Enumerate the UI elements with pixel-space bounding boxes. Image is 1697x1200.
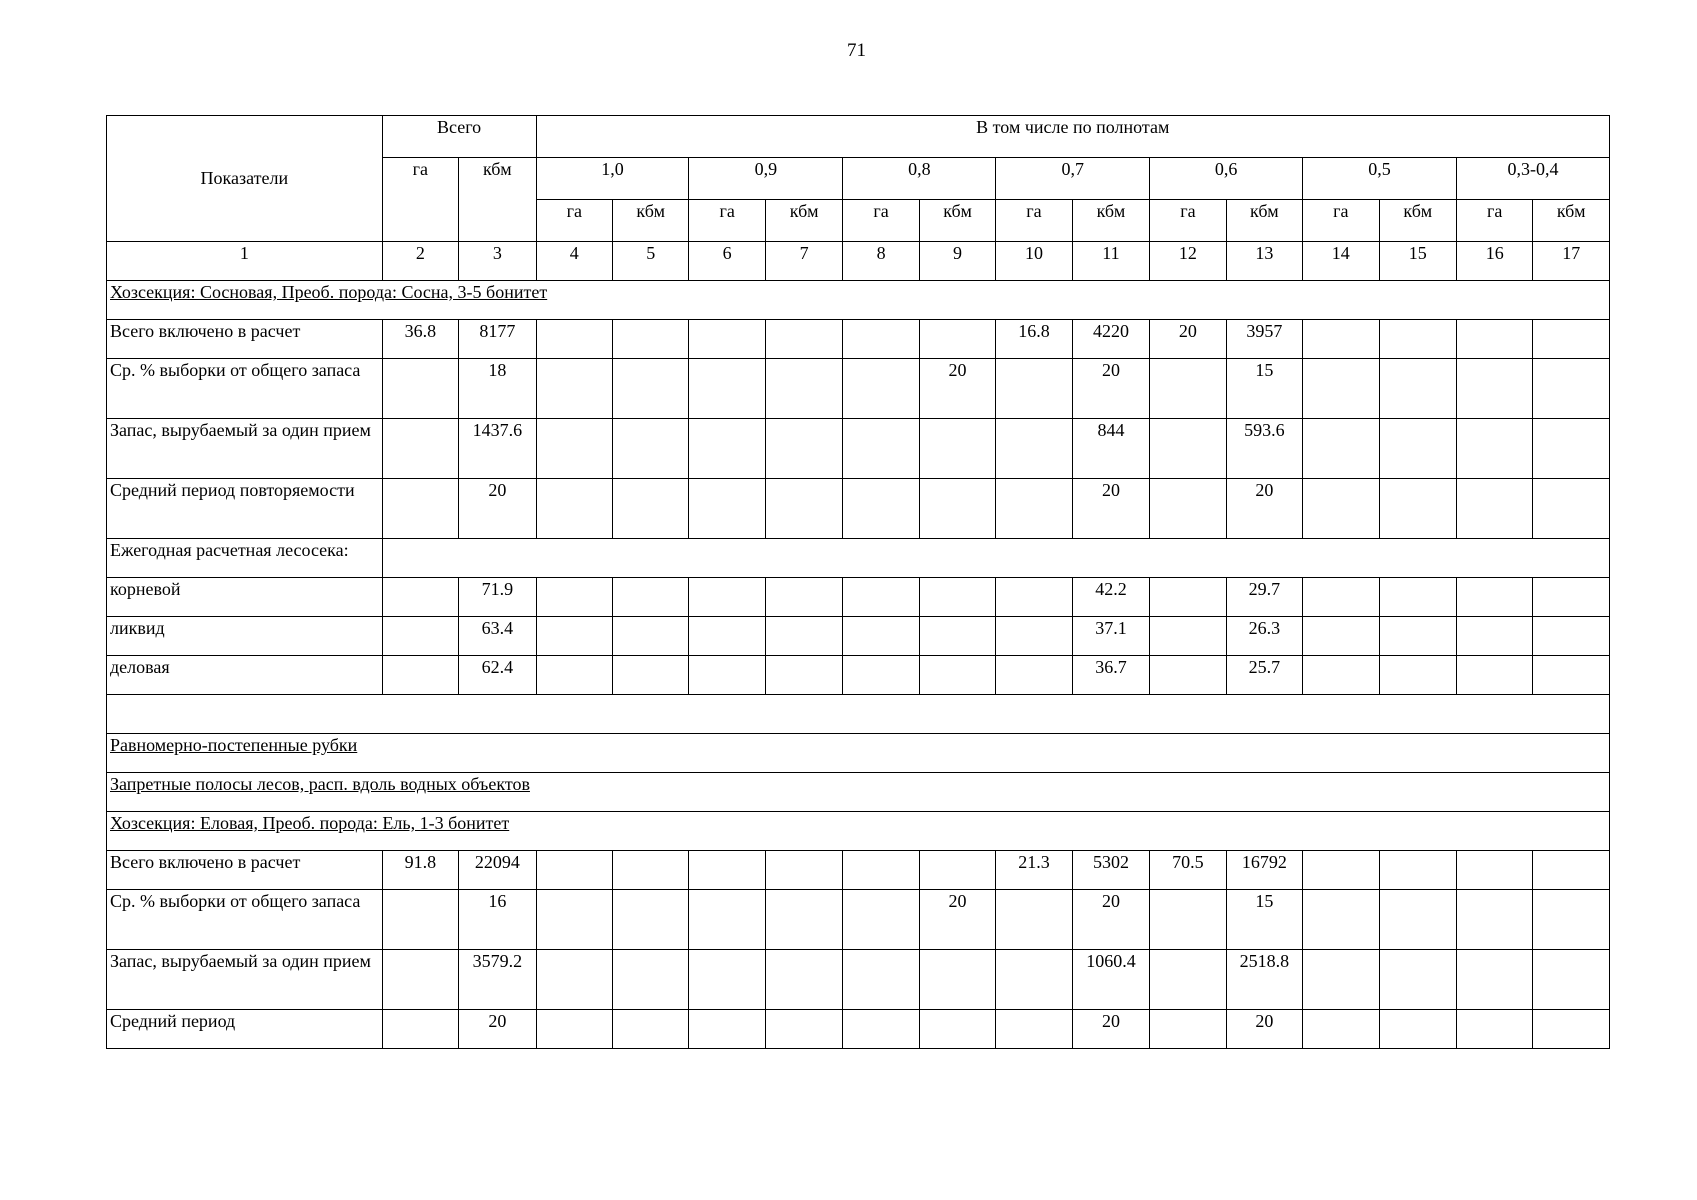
value-cell: 20 — [1072, 890, 1149, 950]
header-unit-m3: кбм — [1533, 200, 1610, 242]
value-cell — [536, 851, 612, 890]
data-row — [107, 479, 1610, 539]
column-number: 10 — [996, 242, 1072, 281]
header-row-1 — [107, 116, 1610, 158]
value-cell — [1150, 950, 1226, 1010]
value-cell — [765, 1010, 842, 1049]
row-label: Ср. % выборки от общего запаса — [107, 890, 383, 950]
value-cell — [1533, 950, 1610, 1010]
value-cell — [689, 419, 765, 479]
value-cell — [765, 419, 842, 479]
value-cell — [919, 1010, 995, 1049]
value-cell — [843, 1010, 919, 1049]
value-cell — [843, 419, 919, 479]
value-cell — [1150, 479, 1226, 539]
data-row — [107, 419, 1610, 479]
value-cell — [1303, 419, 1379, 479]
column-number: 14 — [1303, 242, 1379, 281]
value-cell — [1533, 578, 1610, 617]
header-total-m3: кбм — [459, 158, 536, 242]
value-cell: 16792 — [1226, 851, 1302, 890]
value-cell — [382, 617, 458, 656]
value-cell — [765, 851, 842, 890]
value-cell — [996, 950, 1072, 1010]
value-cell — [1456, 1010, 1532, 1049]
value-cell — [689, 656, 765, 695]
value-cell — [613, 656, 689, 695]
value-cell — [765, 656, 842, 695]
value-cell: 3579.2 — [459, 950, 536, 1010]
value-cell — [1379, 617, 1456, 656]
value-cell: 18 — [459, 359, 536, 419]
value-cell — [1533, 851, 1610, 890]
value-cell — [689, 578, 765, 617]
value-cell: 5302 — [1072, 851, 1149, 890]
row-label: корневой — [107, 578, 383, 617]
section-row — [107, 773, 1610, 812]
data-row — [107, 1010, 1610, 1049]
value-cell: 1437.6 — [459, 419, 536, 479]
value-cell — [919, 617, 995, 656]
value-cell — [1379, 479, 1456, 539]
value-cell: 70.5 — [1150, 851, 1226, 890]
column-number: 17 — [1533, 242, 1610, 281]
header-unit-ha: га — [996, 200, 1072, 242]
value-cell — [1456, 479, 1532, 539]
value-cell — [1456, 578, 1532, 617]
value-cell — [1456, 359, 1532, 419]
header-density: 0,6 — [1150, 158, 1303, 200]
value-cell: 36.7 — [1072, 656, 1149, 695]
header-indicators: Показатели — [107, 116, 383, 242]
value-cell — [536, 656, 612, 695]
value-cell: 42.2 — [1072, 578, 1149, 617]
value-cell — [689, 479, 765, 539]
data-row — [107, 851, 1610, 890]
row-label: Запас, вырубаемый за один прием — [107, 419, 383, 479]
value-cell — [536, 1010, 612, 1049]
value-cell — [1533, 656, 1610, 695]
value-cell — [1150, 617, 1226, 656]
value-cell — [536, 320, 612, 359]
value-cell — [1303, 890, 1379, 950]
value-cell — [1303, 1010, 1379, 1049]
header-density: 0,7 — [996, 158, 1150, 200]
value-cell — [765, 479, 842, 539]
data-row — [107, 320, 1610, 359]
row-label: Ежегодная расчетная лесосека: — [107, 539, 383, 578]
value-cell: 20 — [459, 1010, 536, 1049]
value-cell — [382, 950, 458, 1010]
header-total: Всего — [382, 116, 536, 158]
section-title: Хозсекция: Сосновая, Преоб. порода: Сосна, 3-5 бонитет — [107, 281, 1610, 320]
value-cell: 8177 — [459, 320, 536, 359]
allowable-cut-table — [106, 115, 1610, 1049]
value-cell — [1150, 890, 1226, 950]
value-cell — [689, 320, 765, 359]
header-density: 0,5 — [1303, 158, 1457, 200]
column-number: 1 — [107, 242, 383, 281]
header-by-density: В том числе по полнотам — [536, 116, 1609, 158]
value-cell — [843, 851, 919, 890]
column-number: 2 — [382, 242, 458, 281]
header-unit-ha: га — [1150, 200, 1226, 242]
value-cell — [536, 890, 612, 950]
value-cell — [919, 320, 995, 359]
row-label: Запас, вырубаемый за один прием — [107, 950, 383, 1010]
value-cell — [843, 950, 919, 1010]
value-cell — [919, 578, 995, 617]
value-cell — [1456, 320, 1532, 359]
header-unit-m3: кбм — [1072, 200, 1149, 242]
section-row — [107, 812, 1610, 851]
header-unit-m3: кбм — [1379, 200, 1456, 242]
row-label: ликвид — [107, 617, 383, 656]
value-cell — [996, 1010, 1072, 1049]
value-cell — [1533, 359, 1610, 419]
column-number: 7 — [765, 242, 842, 281]
value-cell — [843, 578, 919, 617]
value-cell — [1303, 359, 1379, 419]
value-cell — [1533, 890, 1610, 950]
column-number: 12 — [1150, 242, 1226, 281]
value-cell — [1303, 479, 1379, 539]
row-label: деловая — [107, 656, 383, 695]
value-cell: 20 — [459, 479, 536, 539]
value-cell — [1379, 419, 1456, 479]
blank-row — [107, 695, 1610, 734]
header-density: 0,9 — [689, 158, 843, 200]
value-cell: 29.7 — [1226, 578, 1302, 617]
value-cell — [536, 578, 612, 617]
value-cell: 20 — [1072, 359, 1149, 419]
value-cell — [765, 890, 842, 950]
value-cell: 63.4 — [459, 617, 536, 656]
value-cell — [765, 578, 842, 617]
header-density: 0,3-0,4 — [1456, 158, 1609, 200]
value-cell — [843, 890, 919, 950]
value-cell — [1533, 320, 1610, 359]
data-row — [107, 617, 1610, 656]
value-cell — [382, 1010, 458, 1049]
value-cell — [1303, 950, 1379, 1010]
section-row — [107, 734, 1610, 773]
row-label: Средний период повторяемости — [107, 479, 383, 539]
value-cell — [1456, 656, 1532, 695]
value-cell — [843, 617, 919, 656]
value-cell: 20 — [1150, 320, 1226, 359]
value-cell — [536, 950, 612, 1010]
value-cell: 21.3 — [996, 851, 1072, 890]
value-cell — [382, 359, 458, 419]
value-cell — [613, 950, 689, 1010]
value-cell — [536, 479, 612, 539]
value-cell — [765, 320, 842, 359]
empty-span-cell — [382, 539, 1609, 578]
value-cell — [996, 479, 1072, 539]
value-cell: 22094 — [459, 851, 536, 890]
value-cell — [1533, 419, 1610, 479]
data-row — [107, 890, 1610, 950]
value-cell: 1060.4 — [1072, 950, 1149, 1010]
value-cell — [843, 320, 919, 359]
value-cell — [1456, 617, 1532, 656]
value-cell — [1379, 851, 1456, 890]
column-number: 8 — [843, 242, 919, 281]
value-cell — [382, 656, 458, 695]
header-total-ha: га — [382, 158, 458, 242]
value-cell — [1303, 578, 1379, 617]
value-cell: 26.3 — [1226, 617, 1302, 656]
value-cell — [613, 1010, 689, 1049]
section-title: Хозсекция: Еловая, Преоб. порода: Ель, 1-3 бонитет — [107, 812, 1610, 851]
value-cell — [689, 890, 765, 950]
section-title: Запретные полосы лесов, расп. вдоль водных объектов — [107, 773, 1610, 812]
value-cell — [1303, 656, 1379, 695]
value-cell — [1456, 419, 1532, 479]
page-number: 71 — [847, 40, 866, 61]
value-cell — [613, 578, 689, 617]
value-cell: 20 — [1072, 1010, 1149, 1049]
value-cell — [919, 851, 995, 890]
value-cell — [1533, 1010, 1610, 1049]
column-number: 6 — [689, 242, 765, 281]
value-cell — [996, 617, 1072, 656]
value-cell — [1379, 1010, 1456, 1049]
value-cell — [996, 359, 1072, 419]
header-unit-ha: га — [1456, 200, 1532, 242]
value-cell — [996, 656, 1072, 695]
value-cell: 20 — [1226, 479, 1302, 539]
column-number: 11 — [1072, 242, 1149, 281]
header-unit-ha: га — [689, 200, 765, 242]
value-cell — [613, 359, 689, 419]
value-cell — [382, 578, 458, 617]
value-cell — [689, 851, 765, 890]
header-unit-ha: га — [843, 200, 919, 242]
value-cell — [919, 419, 995, 479]
value-cell — [536, 617, 612, 656]
value-cell — [843, 479, 919, 539]
value-cell — [689, 359, 765, 419]
value-cell — [689, 617, 765, 656]
value-cell — [919, 479, 995, 539]
value-cell — [765, 359, 842, 419]
value-cell — [1456, 950, 1532, 1010]
value-cell: 20 — [1226, 1010, 1302, 1049]
value-cell: 37.1 — [1072, 617, 1149, 656]
column-number: 3 — [459, 242, 536, 281]
column-number: 5 — [613, 242, 689, 281]
value-cell: 15 — [1226, 359, 1302, 419]
data-row — [107, 578, 1610, 617]
data-row — [107, 359, 1610, 419]
value-cell — [382, 419, 458, 479]
value-cell: 2518.8 — [1226, 950, 1302, 1010]
value-cell: 25.7 — [1226, 656, 1302, 695]
subheading-row — [107, 539, 1610, 578]
value-cell: 20 — [919, 359, 995, 419]
column-number: 9 — [919, 242, 995, 281]
value-cell — [919, 950, 995, 1010]
header-density: 0,8 — [843, 158, 996, 200]
value-cell — [765, 950, 842, 1010]
value-cell — [382, 479, 458, 539]
value-cell — [689, 950, 765, 1010]
value-cell — [689, 1010, 765, 1049]
header-unit-m3: кбм — [765, 200, 842, 242]
value-cell — [613, 851, 689, 890]
value-cell — [843, 656, 919, 695]
header-unit-m3: кбм — [919, 200, 995, 242]
header-density: 1,0 — [536, 158, 689, 200]
value-cell — [1303, 617, 1379, 656]
blank-cell — [107, 695, 1610, 734]
value-cell — [1379, 890, 1456, 950]
value-cell — [613, 890, 689, 950]
value-cell — [536, 419, 612, 479]
section-title: Равномерно-постепенные рубки — [107, 734, 1610, 773]
value-cell — [613, 419, 689, 479]
value-cell: 36.8 — [382, 320, 458, 359]
value-cell — [1150, 1010, 1226, 1049]
value-cell — [1150, 578, 1226, 617]
value-cell: 20 — [1072, 479, 1149, 539]
value-cell: 15 — [1226, 890, 1302, 950]
row-label: Ср. % выборки от общего запаса — [107, 359, 383, 419]
value-cell — [996, 578, 1072, 617]
value-cell: 844 — [1072, 419, 1149, 479]
value-cell — [1150, 656, 1226, 695]
value-cell: 16.8 — [996, 320, 1072, 359]
value-cell — [1379, 320, 1456, 359]
row-label: Всего включено в расчет — [107, 320, 383, 359]
value-cell: 20 — [919, 890, 995, 950]
column-number: 15 — [1379, 242, 1456, 281]
value-cell: 91.8 — [382, 851, 458, 890]
value-cell — [613, 617, 689, 656]
value-cell: 62.4 — [459, 656, 536, 695]
value-cell: 16 — [459, 890, 536, 950]
value-cell: 593.6 — [1226, 419, 1302, 479]
value-cell — [1379, 656, 1456, 695]
value-cell — [765, 617, 842, 656]
value-cell — [996, 890, 1072, 950]
value-cell — [1456, 890, 1532, 950]
data-row — [107, 950, 1610, 1010]
column-number: 13 — [1226, 242, 1302, 281]
header-unit-m3: кбм — [1226, 200, 1302, 242]
header-unit-ha: га — [1303, 200, 1379, 242]
value-cell — [996, 419, 1072, 479]
row-label: Средний период — [107, 1010, 383, 1049]
value-cell — [1379, 359, 1456, 419]
section-row — [107, 281, 1610, 320]
header-unit-m3: кбм — [613, 200, 689, 242]
value-cell — [1533, 479, 1610, 539]
data-row — [107, 656, 1610, 695]
row-label: Всего включено в расчет — [107, 851, 383, 890]
value-cell — [1150, 419, 1226, 479]
value-cell — [1150, 359, 1226, 419]
value-cell — [1456, 851, 1532, 890]
value-cell — [613, 320, 689, 359]
column-number: 4 — [536, 242, 612, 281]
column-numbers-row — [107, 242, 1610, 281]
value-cell — [919, 656, 995, 695]
value-cell: 71.9 — [459, 578, 536, 617]
value-cell — [1303, 851, 1379, 890]
value-cell: 4220 — [1072, 320, 1149, 359]
value-cell — [1379, 950, 1456, 1010]
value-cell — [382, 890, 458, 950]
value-cell — [536, 359, 612, 419]
value-cell — [843, 359, 919, 419]
value-cell — [613, 479, 689, 539]
column-number: 16 — [1456, 242, 1532, 281]
value-cell: 3957 — [1226, 320, 1302, 359]
header-unit-ha: га — [536, 200, 612, 242]
value-cell — [1379, 578, 1456, 617]
value-cell — [1303, 320, 1379, 359]
value-cell — [1533, 617, 1610, 656]
